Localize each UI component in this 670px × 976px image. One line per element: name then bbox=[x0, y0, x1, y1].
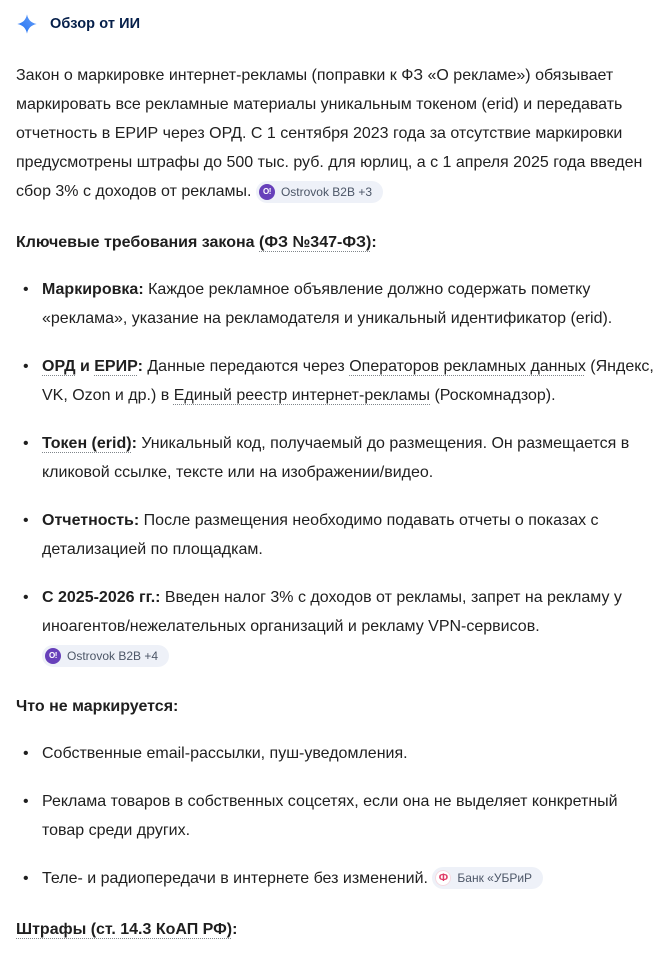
term-link-ord[interactable]: ОРД bbox=[42, 358, 76, 375]
page-title: Обзор от ИИ bbox=[50, 16, 141, 32]
intro-text: Закон о маркировке интернет-рекламы (поправки к ФЗ «О рекламе») обязывает маркировать все рекламные материалы уникальным токеном (erid) и передавать отчетность в ЕРИР через ОРД. С 1 сентября 2023 года за отсутствие маркировки предусмотрены штрафы до 500 тыс. руб. для юрлиц, а с 1 апреля 2025 года введен сбор 3% с доходов от рекламы. bbox=[16, 67, 643, 200]
term-link-token[interactable]: Токен (erid) bbox=[42, 435, 132, 452]
heading-text: Ключевые требования закона bbox=[16, 234, 259, 251]
bullet-lead: С 2025-2026 гг.: bbox=[42, 589, 161, 606]
heading-text: : bbox=[371, 234, 377, 251]
source-chip-label: Ostrovok B2B +3 bbox=[280, 185, 372, 199]
bullet-text: Данные передаются через bbox=[142, 358, 350, 375]
bullet-lead: Отчетность: bbox=[42, 512, 140, 529]
bullet-text: (Роскомнадзор). bbox=[430, 387, 556, 404]
source-chip-label: Банк «УБРиР bbox=[457, 871, 533, 885]
requirements-list bbox=[16, 275, 654, 670]
bullet-text: Введен налог 3% с доходов от рекламы, запрет на рекламу у иноагентов/нежелательных организаций и рекламу VPN-сервисов. bbox=[42, 589, 622, 635]
not-marked-list bbox=[16, 739, 654, 893]
source-chip-ubrir[interactable] bbox=[432, 867, 543, 889]
ostrovok-source-icon: O! bbox=[45, 648, 61, 664]
term-link-erir[interactable]: ЕРИР bbox=[94, 358, 138, 375]
heading-text: : bbox=[232, 921, 238, 938]
bullet-text: Теле- и радиопередачи в интернете без изменений. bbox=[42, 870, 433, 887]
bullet-lead: : bbox=[131, 435, 137, 452]
source-chip-ostrovok[interactable] bbox=[256, 181, 383, 203]
list-item-reporting bbox=[16, 506, 654, 564]
ostrovok-source-icon: O! bbox=[259, 184, 275, 200]
bullet-text: Уникальный код, получаемый до размещения. Он размещается в кликовой ссылке, тексте или на изображении/видео. bbox=[42, 435, 630, 481]
source-chip-ostrovok-2[interactable] bbox=[42, 645, 169, 667]
term-link-operators[interactable]: Операторов рекламных данных bbox=[349, 358, 586, 375]
term-link-fz347[interactable]: (ФЗ №347-ФЗ) bbox=[259, 234, 372, 251]
term-link-registry[interactable]: Единый реестр интернет-рекламы bbox=[173, 387, 431, 404]
list-item-ord-erir bbox=[16, 352, 654, 410]
bullet-lead: : bbox=[137, 358, 143, 375]
ai-overview-header bbox=[16, 13, 654, 35]
bullet-text: (Яндекс, VK, Ozon и др.) в bbox=[42, 358, 654, 404]
list-item-social bbox=[16, 787, 654, 845]
intro-paragraph bbox=[16, 61, 654, 206]
list-item-tv bbox=[16, 864, 654, 893]
ai-sparkle-icon bbox=[16, 13, 38, 35]
ubrir-source-icon: Ф bbox=[435, 870, 451, 886]
bullet-lead: Маркировка: bbox=[42, 281, 144, 298]
section-heading-fines bbox=[16, 919, 654, 941]
section-heading-requirements bbox=[16, 232, 654, 254]
bullet-text: После размещения необходимо подавать отчеты о показах с детализацией по площадкам. bbox=[42, 512, 599, 558]
list-item-marking bbox=[16, 275, 654, 333]
bullet-text: Каждое рекламное объявление должно содержать пометку «реклама», указание на рекламодателя и уникальный идентификатор (erid). bbox=[42, 281, 613, 327]
list-item-2025 bbox=[16, 583, 654, 670]
section-heading-not-marked: Что не маркируется: bbox=[16, 698, 179, 715]
bullet-text: Собственные email-рассылки, пуш-уведомления. bbox=[42, 745, 408, 762]
bullet-text: Реклама товаров в собственных соцсетях, если она не выделяет конкретный товар среди других. bbox=[42, 793, 618, 839]
term-link-koap[interactable]: Штрафы (ст. 14.3 КоАП РФ) bbox=[16, 921, 233, 938]
bullet-lead: и bbox=[75, 358, 95, 375]
source-chip-label: Ostrovok B2B +4 bbox=[67, 649, 159, 663]
list-item-email bbox=[16, 739, 654, 768]
list-item-token bbox=[16, 429, 654, 487]
